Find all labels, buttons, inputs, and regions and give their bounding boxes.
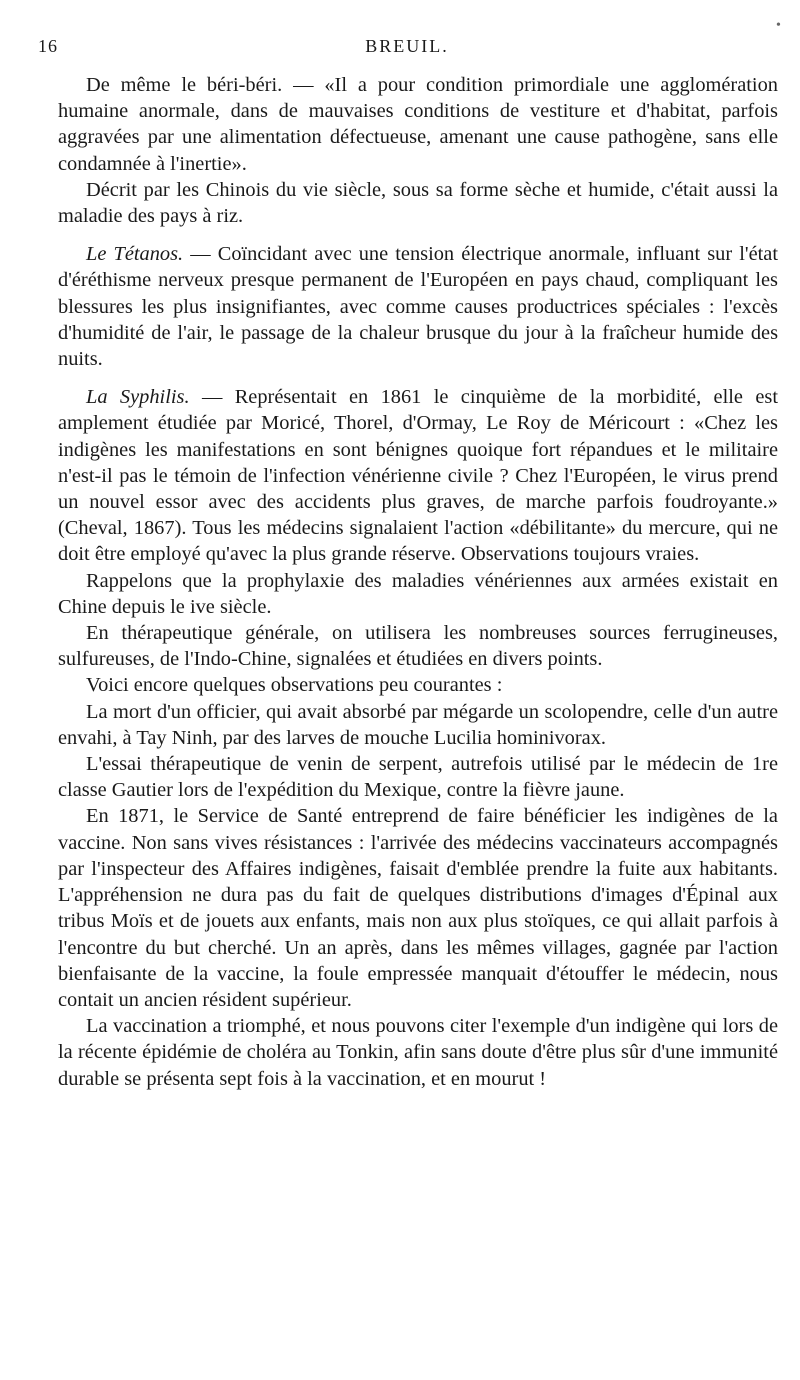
paragraph-therapeutique: En thérapeutique générale, on utilisera les nombreuses sources ferrugineuses, sulfureuses, de l'Indo-Chine, signalées et étudiées en divers points.: [58, 622, 778, 671]
paragraph-mort-officier: La mort d'un officier, qui avait absorbé par mégarde un scolopendre, celle d'un autre envahi, à Tay Ninh, par des larves de mouche Lucilia hominivorax.: [58, 700, 778, 749]
page-header: [38, 36, 776, 60]
page-number: 16: [38, 36, 58, 56]
paragraph-tetanos: Le Tétanos. — Coïncidant avec une tension électrique anormale, influant sur l'état d'éréthisme nerveux presque permanent de l'Européen en pays chaud, compliquant les blessures les plus insignifiantes, avec comme causes productrices spéciales : l'excès d'humidité de l'air, le passage de la chaleur brusque du jour à la fraîcheur humide des nuits.: [58, 243, 778, 371]
paragraph-beriberi-origin: Décrit par les Chinois du vie siècle, sous sa forme sèche et humide, c'était aussi la maladie des pays à riz.: [58, 178, 778, 228]
section-lead-syphilis: La Syphilis.: [86, 386, 190, 409]
paragraph-beriberi: De même le béri-béri. — «Il a pour condition primordiale une agglomération humaine anormale, dans de mauvaises conditions de vestiture et d'habitat, parfois aggravées par une alimentation défectueuse, amenant une cause pathogène, sans elle condamnée à l'inertie».: [58, 74, 778, 175]
corner-mark: •: [776, 18, 781, 33]
body-text: [58, 72, 778, 1092]
paragraph-vaccination-triomphe: La vaccination a triomphé, et nous pouvons citer l'exemple d'un indigène qui lors de la récente épidémie de choléra au Tonkin, afin sans doute d'être plus sûr d'une immunité durable se présenta sept fois à la vaccination, et en mourut !: [58, 1015, 778, 1090]
paragraph-prophylaxie: Rappelons que la prophylaxie des maladies vénériennes aux armées existait en Chine depuis le ive siècle.: [58, 569, 778, 618]
paragraph-vaccine-1871: En 1871, le Service de Santé entreprend de faire bénéficier les indigènes de la vaccine. Non sans vives résistances : l'arrivée des médecins vaccinateurs accompagnés par l'inspecteur des Affaires indigènes, faisait d'emblée prendre la fuite aux habitants. L'appréhension ne dura pas du fait de quelques distributions d'images d'Épinal aux tribus Moïs et de jouets aux enfants, mais non aux plus stoïques, ce qui allait parfois à l'encontre du but cherché. Un an après, dans les mêmes villages, gagnée par l'action bienfaisante de la vaccine, la foule empressée manquait d'étouffer le médecin, nous contait un ancien résident supérieur.: [58, 805, 778, 1011]
paragraph-syphilis: La Syphilis. — Représentait en 1861 le cinquième de la morbidité, elle est amplement étudiée par Moricé, Thorel, d'Ormay, Le Roy de Méricourt : «Chez les indigènes les manifestations en sont bénignes quoique fort répandues et le militaire n'est-il pas le témoin de l'infection vénérienne civile ? Chez l'Européen, le virus prend un nouvel essor avec des accidents plus graves, de marche parfois foudroyante.» (Cheval, 1867). Tous les médecins signalaient l'action «débilitante» du mercure, qui ne doit être employé qu'avec la plus grande réserve. Observations toujours vraies.: [58, 386, 778, 566]
paragraph-venin: L'essai thérapeutique de venin de serpent, autrefois utilisé par le médecin de 1re classe Gautier lors de l'expédition du Mexique, contre la fièvre jaune.: [58, 753, 778, 802]
section-lead-tetanos: Le Tétanos.: [86, 243, 184, 266]
paragraph-observations-intro: Voici encore quelques observations peu courantes :: [86, 674, 503, 697]
running-head: BREUIL.: [365, 36, 449, 56]
